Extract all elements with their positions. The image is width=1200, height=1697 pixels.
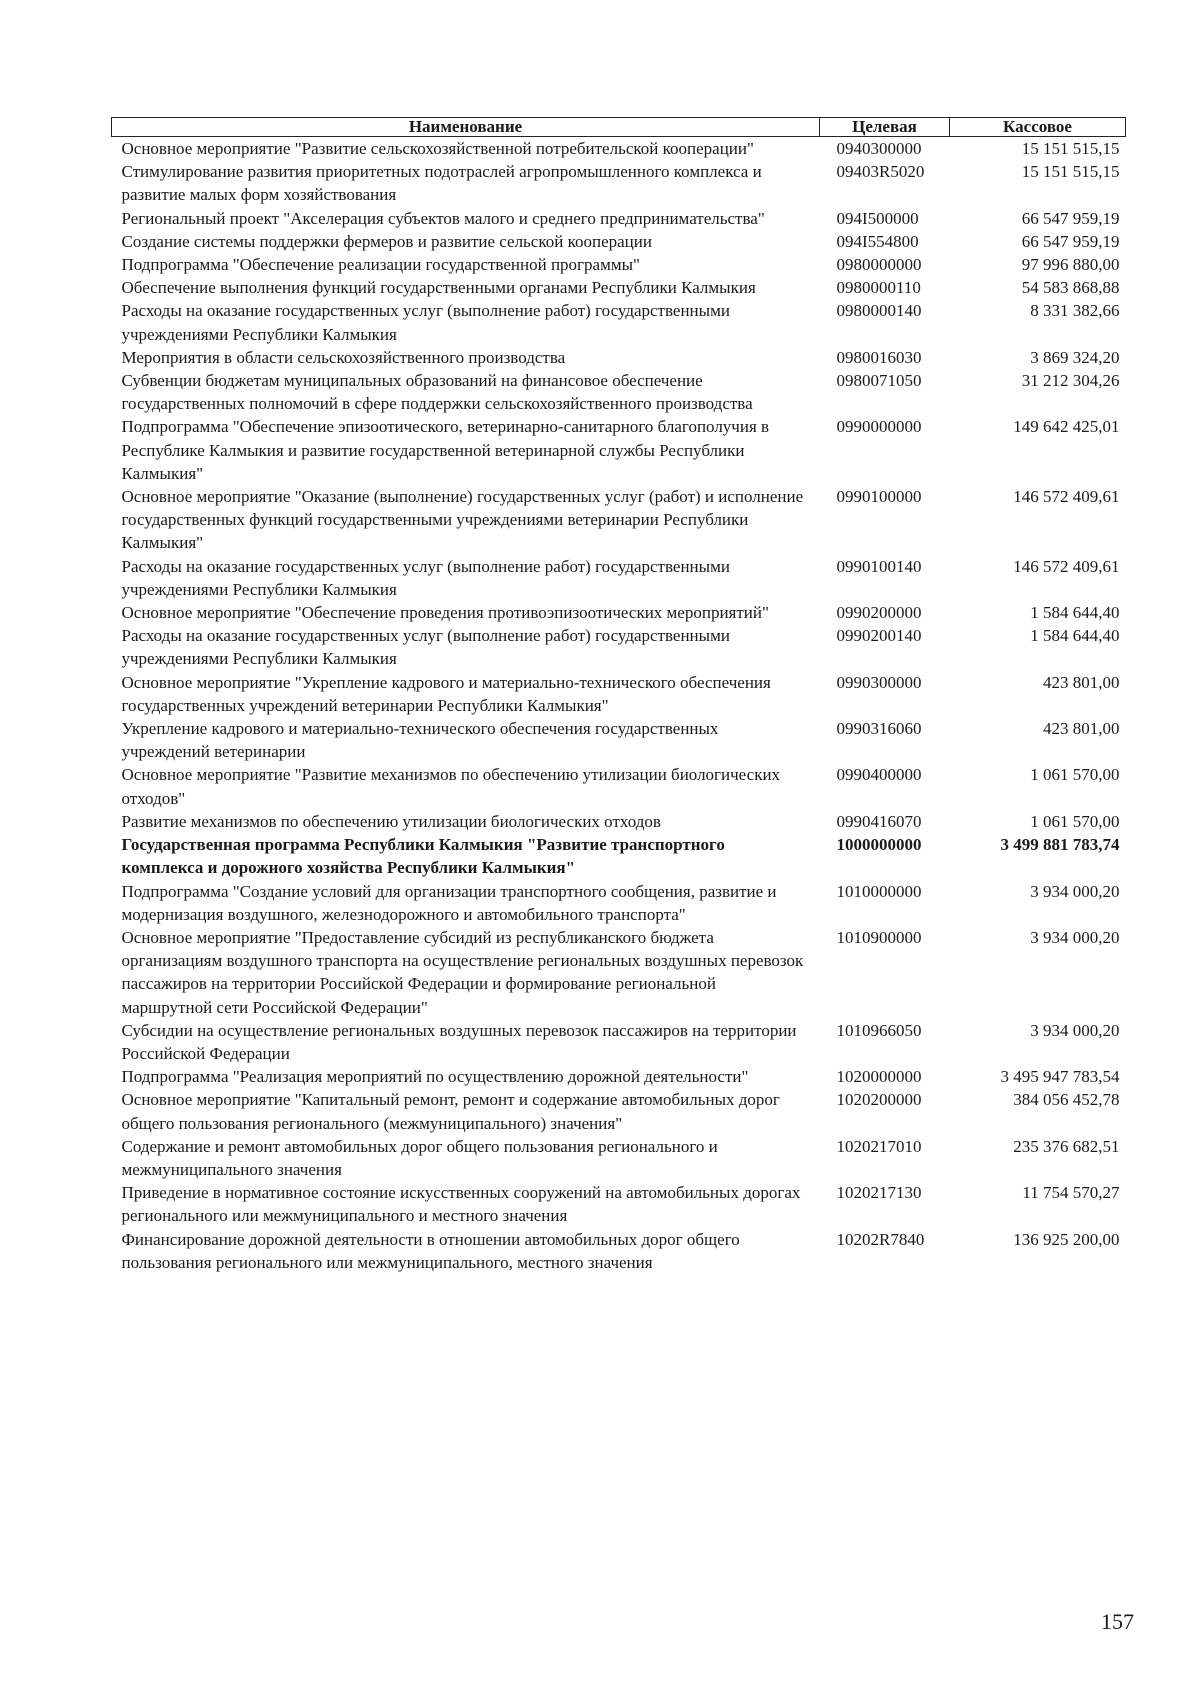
row-amount: 1 584 644,40 <box>1030 626 1120 646</box>
row-name: Создание системы поддержки фермеров и развитие сельской кооперации <box>121 231 652 251</box>
row-amount: 235 376 682,51 <box>1013 1136 1120 1156</box>
row-amount: 54 583 868,88 <box>1021 278 1120 298</box>
table-row <box>112 207 1126 230</box>
row-amount: 97 996 880,00 <box>1021 255 1120 275</box>
row-code: 1020200000 <box>836 1090 922 1110</box>
row-name: Основное мероприятие "Обеспечение проведения противоэпизоотических мероприятий" <box>121 603 769 623</box>
row-name: Государственная программа Республики Калмыкия "Развитие транспортного комплекса и дорожного хозяйства Республики Калмыкия" <box>121 835 725 878</box>
row-code: 0980071050 <box>836 371 922 391</box>
row-code: 094I554800 <box>836 231 919 251</box>
row-name: Стимулирование развития приоритетных подотраслей агропромышленного комплекса и развитие малых форм хозяйствования <box>121 162 762 205</box>
row-name: Субсидии на осуществление региональных воздушных перевозок пассажиров на территории Российской Федерации <box>121 1020 797 1063</box>
table-row <box>112 717 1126 763</box>
row-code: 1010000000 <box>836 881 922 901</box>
row-name: Подпрограмма "Обеспечение эпизоотического, ветеринарно-санитарного благополучия в Республике Калмыкия и развитие государственной ветеринарной службы Республики Калмыкия" <box>121 417 770 483</box>
row-amount: 3 869 324,20 <box>1030 347 1120 367</box>
row-name: Основное мероприятие "Развитие сельскохозяйственной потребительской кооперации" <box>121 139 754 158</box>
row-name: Основное мероприятие "Развитие механизмов по обеспечению утилизации биологических отходов" <box>121 765 781 808</box>
table-row <box>112 230 1126 253</box>
table-header-row <box>112 118 1126 137</box>
row-name: Основное мероприятие "Укрепление кадрового и материально-технического обеспечения государственных учреждений ветеринарии Республики Калмыкия" <box>121 672 771 715</box>
row-name: Расходы на оказание государственных услуг (выполнение работ) государственными учреждениями Республики Калмыкия <box>121 556 730 599</box>
row-code: 0990000000 <box>836 417 922 437</box>
row-amount: 3 499 881 783,74 <box>1000 835 1120 855</box>
row-amount: 3 934 000,20 <box>1030 1020 1120 1040</box>
row-code: 09403R5020 <box>836 162 925 182</box>
row-amount: 3 495 947 783,54 <box>1000 1067 1120 1087</box>
row-code: 0990200140 <box>836 626 922 646</box>
table-row <box>112 833 1126 879</box>
table-row <box>112 555 1126 601</box>
table-row <box>112 276 1126 299</box>
row-name: Расходы на оказание государственных услуг (выполнение работ) государственными учреждениями Республики Калмыкия <box>121 301 730 344</box>
row-name: Основное мероприятие "Предоставление субсидий из республиканского бюджета организациям воздушного транспорта на осуществление региональных воздушных перевозок пассажиров на территории Российской Федерации и формирование региональной маршрутной сети Российской Федерации" <box>121 927 804 1017</box>
row-code: 0980000000 <box>836 255 922 275</box>
table-row <box>112 671 1126 717</box>
table-row <box>112 624 1126 670</box>
row-amount: 136 925 200,00 <box>1013 1229 1120 1249</box>
table-row <box>112 926 1126 1019</box>
row-code: 0990200000 <box>836 603 922 623</box>
row-code: 10202R7840 <box>836 1229 925 1249</box>
row-amount: 146 572 409,61 <box>1013 556 1120 576</box>
row-amount: 423 801,00 <box>1043 719 1120 739</box>
row-amount: 3 934 000,20 <box>1030 881 1120 901</box>
row-amount: 146 572 409,61 <box>1013 487 1120 507</box>
table-row <box>112 1228 1126 1274</box>
row-code: 0990400000 <box>836 765 922 785</box>
row-name: Обеспечение выполнения функций государственными органами Республики Калмыкия <box>121 278 756 298</box>
row-code: 1020000000 <box>836 1067 922 1087</box>
table-row <box>112 1088 1126 1134</box>
row-amount: 149 642 425,01 <box>1013 417 1120 437</box>
table-row <box>112 160 1126 206</box>
row-code: 1010900000 <box>836 927 922 947</box>
header-amount: Кассовое <box>950 118 1126 137</box>
row-name: Подпрограмма "Создание условий для организации транспортного сообщения, развитие и модернизация воздушного, железнодорожного и автомобильного транспорта" <box>121 881 777 924</box>
table-row <box>112 346 1126 369</box>
table-row <box>112 601 1126 624</box>
header-name: Наименование <box>112 118 820 137</box>
row-name: Приведение в нормативное состояние искусственных сооружений на автомобильных дорогах регионального или межмуниципального и местного значения <box>121 1183 801 1226</box>
table-row <box>112 415 1126 485</box>
row-code: 0980016030 <box>836 347 922 367</box>
header-code: Целевая <box>820 118 950 137</box>
row-amount: 66 547 959,19 <box>1021 208 1120 228</box>
row-code: 0990416070 <box>836 811 922 831</box>
row-name: Укрепление кадрового и материально-технического обеспечения государственных учреждений ветеринарии <box>121 719 719 762</box>
row-name: Мероприятия в области сельскохозяйственного производства <box>121 347 566 367</box>
row-amount: 31 212 304,26 <box>1021 371 1120 391</box>
row-name: Субвенции бюджетам муниципальных образований на финансовое обеспечение государственных полномочий в сфере поддержки сельскохозяйственного производства <box>121 371 753 414</box>
table-row <box>112 299 1126 345</box>
table-row <box>112 1065 1126 1088</box>
budget-table <box>111 117 1126 1274</box>
row-name: Основное мероприятие "Оказание (выполнение) государственных услуг (работ) и исполнение государственных функций государственными учреждениями ветеринарии Республики Калмыкия" <box>121 487 804 553</box>
row-amount: 15 151 515,15 <box>1021 139 1120 158</box>
table-row <box>112 880 1126 926</box>
row-name: Расходы на оказание государственных услуг (выполнение работ) государственными учреждениями Республики Калмыкия <box>121 626 730 669</box>
row-code: 1000000000 <box>836 835 922 855</box>
row-amount: 66 547 959,19 <box>1021 231 1120 251</box>
page-number: 157 <box>1101 1609 1134 1634</box>
row-code: 0980000140 <box>836 301 922 321</box>
row-code: 1020217010 <box>836 1136 922 1156</box>
row-code: 094I500000 <box>836 208 919 228</box>
table-row <box>112 253 1126 276</box>
table-row <box>112 1135 1126 1181</box>
row-code: 1010966050 <box>836 1020 922 1040</box>
row-name: Финансирование дорожной деятельности в отношении автомобильных дорог общего пользования регионального или межмуниципального, местного значения <box>121 1229 740 1272</box>
table-body <box>112 137 1126 1274</box>
row-amount: 1 584 644,40 <box>1030 603 1120 623</box>
table-row <box>112 137 1126 161</box>
row-code: 0990100140 <box>836 556 922 576</box>
row-code: 1020217130 <box>836 1183 922 1203</box>
row-amount: 3 934 000,20 <box>1030 927 1120 947</box>
row-name: Основное мероприятие "Капитальный ремонт, ремонт и содержание автомобильных дорог общего пользования регионального (межмуниципального) значения" <box>121 1090 780 1133</box>
row-name: Содержание и ремонт автомобильных дорог общего пользования регионального и межмуниципального значения <box>121 1136 718 1179</box>
row-code: 0990316060 <box>836 719 922 739</box>
row-amount: 1 061 570,00 <box>1030 765 1120 785</box>
row-name: Подпрограмма "Реализация мероприятий по осуществлению дорожной деятельности" <box>121 1067 749 1087</box>
row-amount: 384 056 452,78 <box>1013 1090 1120 1110</box>
row-code: 0990100000 <box>836 487 922 507</box>
table-row <box>112 810 1126 833</box>
row-code: 0980000110 <box>836 278 921 298</box>
table-row <box>112 763 1126 809</box>
row-amount: 11 754 570,27 <box>1022 1183 1120 1203</box>
table-row <box>112 1019 1126 1065</box>
table-row <box>112 1181 1126 1227</box>
row-amount: 1 061 570,00 <box>1030 811 1120 831</box>
table-row <box>112 369 1126 415</box>
row-amount: 8 331 382,66 <box>1030 301 1120 321</box>
row-name: Развитие механизмов по обеспечению утилизации биологических отходов <box>121 811 661 831</box>
row-name: Подпрограмма "Обеспечение реализации государственной программы" <box>121 255 640 275</box>
row-code: 0990300000 <box>836 672 922 692</box>
row-code: 0940300000 <box>836 139 922 158</box>
row-name: Региональный проект "Акселерация субъектов малого и среднего предпринимательства" <box>121 208 765 228</box>
table-row <box>112 485 1126 555</box>
row-amount: 15 151 515,15 <box>1021 162 1120 182</box>
row-amount: 423 801,00 <box>1043 672 1120 692</box>
